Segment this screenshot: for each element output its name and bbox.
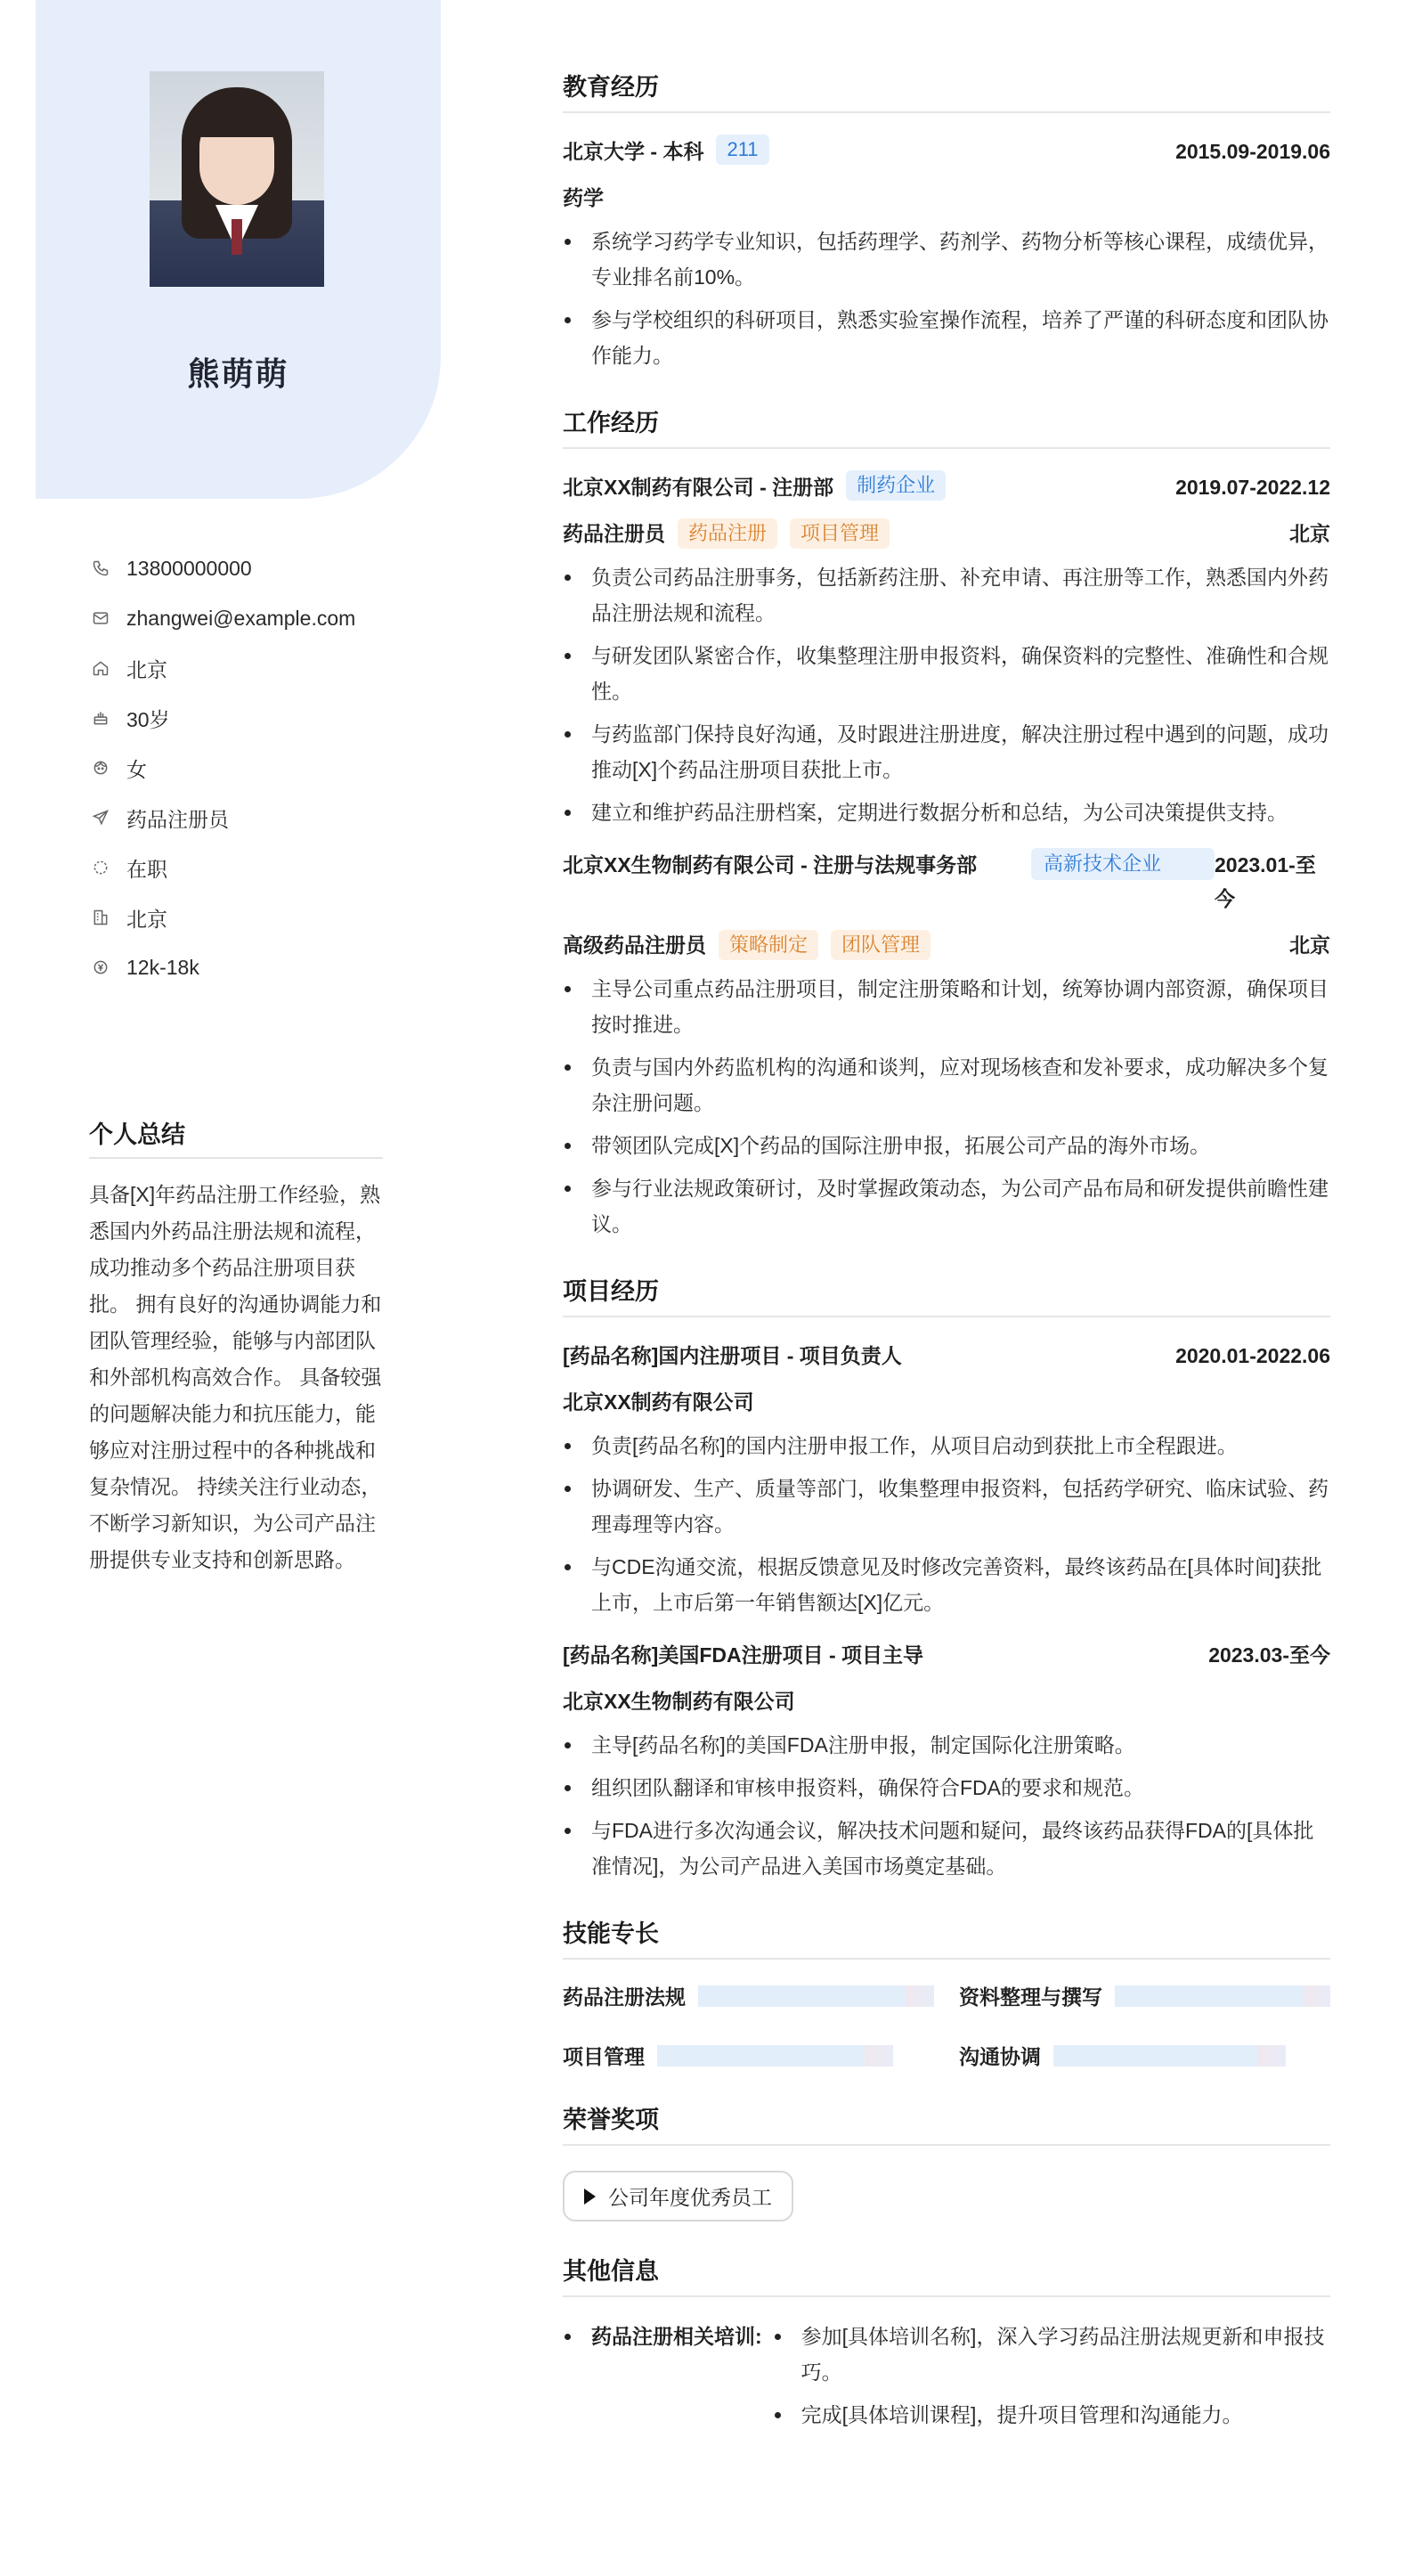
summary-section [89, 1115, 383, 1578]
list-item: 协调研发、生产、质量等部门，收集整理申报资料，包括药学研究、临床试验、药理毒理等内容。 [563, 1471, 1330, 1542]
award-name: 公司年度优秀员工 [608, 2186, 772, 2209]
section-title: 其他信息 [563, 2252, 1330, 2297]
entry-subheader [563, 1385, 1330, 1419]
education-entry [563, 135, 1330, 373]
entry-subheader [563, 181, 1330, 215]
school-tag: 211 [716, 135, 768, 165]
list-item: 与CDE沟通交流，根据反馈意见及时修改完善资料，最终该药品在[具体时间]获批上市，上市后第一年销售额达[X]亿元。 [563, 1549, 1330, 1620]
entry-header [563, 1339, 1330, 1373]
list-item: 负责与国内外药监机构的沟通和谈判，应对现场核查和发补要求，成功解决多个复杂注册问题。 [563, 1049, 1330, 1121]
project-name: [药品名称]国内注册项目 - 项目负责人 [563, 1344, 902, 1367]
industry-tag: 制药企业 [846, 470, 946, 501]
projects-section [563, 1272, 1330, 1884]
contact-age [89, 693, 410, 743]
skill-name: 药品注册法规 [563, 1985, 686, 2009]
work-section [563, 404, 1330, 1242]
contact-phone [89, 543, 410, 593]
list-item: 与研发团队紧密合作，收集整理注册申报资料，确保资料的完整性、准确性和合规性。 [563, 638, 1330, 709]
entry-date: 2023.01-至今 [1215, 853, 1316, 910]
contact-list [89, 543, 410, 992]
skill-item [563, 2041, 934, 2070]
section-title: 工作经历 [563, 404, 1330, 449]
list-item: 主导公司重点药品注册项目，制定注册策略和计划，统筹协调内部资源，确保项目按时推进。 [563, 971, 1330, 1042]
entry-header [563, 1638, 1330, 1672]
contact-text: 12k-18k [126, 955, 199, 979]
major: 药学 [563, 186, 604, 209]
list-item: 主导[药品名称]的美国FDA注册申报，制定国际化注册策略。 [563, 1727, 1330, 1763]
skill-name: 资料整理与撰写 [959, 1985, 1102, 2009]
send-icon [89, 806, 112, 829]
list-item: 参与行业法规政策研讨，及时掌握政策动态，为公司产品布局和研发提供前瞻性建议。 [563, 1170, 1330, 1242]
skills-grid [563, 1981, 1330, 2070]
contact-text: 女 [126, 757, 147, 781]
skill-item [959, 1981, 1330, 2010]
play-icon [584, 2189, 596, 2205]
work-entry [563, 470, 1330, 830]
job-role: 药品注册员 [563, 522, 665, 545]
project-entry [563, 1339, 1330, 1620]
contact-text: 药品注册员 [126, 807, 229, 831]
entry-header [563, 848, 1330, 916]
section-title: 荣誉奖项 [563, 2100, 1330, 2146]
list-item: 建立和维护药品注册档案，定期进行数据分析和总结，为公司决策提供支持。 [563, 795, 1330, 830]
skills-section [563, 1914, 1330, 2070]
sidebar [0, 0, 463, 2576]
section-title: 技能专长 [563, 1914, 1330, 1960]
entry-date: 2019.07-2022.12 [1175, 476, 1330, 499]
skill-item [563, 1981, 934, 2010]
list-item: 与药监部门保持良好沟通，及时跟进注册进度，解决注册过程中遇到的问题，成功推动[X]个药品注册项目获批上市。 [563, 716, 1330, 787]
section-title: 教育经历 [563, 68, 1330, 113]
industry-tag: 高新技术企业 [1031, 848, 1215, 880]
list-item: 与FDA进行多次沟通会议，解决技术问题和疑问，最终该药品获得FDA的[具体批准情况]，为公司产品进入美国市场奠定基础。 [563, 1813, 1330, 1884]
phone-icon [89, 557, 112, 580]
work-entry [563, 848, 1330, 1242]
summary-text: 具备[X]年药品注册工作经验，熟悉国内外药品注册法规和流程，成功推动多个药品注册项目获批。 拥有良好的沟通协调能力和团队管理经验，能够与内部团队和外部机构高效合作。 具备较强的问题解决能力和抗压能力，能够应对注册过程中的各种挑战和复杂情况。 持续关注行业动态，不断学习新知识，为公司产品注册提供专业支持和创新思路。 [89, 1183, 382, 1571]
school-name: 北京大学 - 本科 [563, 140, 704, 163]
job-role: 高级药品注册员 [563, 933, 706, 957]
contact-gender [89, 743, 410, 793]
cake-icon [89, 706, 112, 730]
other-info [563, 2319, 1330, 2440]
contact-status [89, 843, 410, 893]
entry-subheader [563, 1684, 1330, 1718]
project-org: 北京XX生物制药有限公司 [563, 1690, 795, 1713]
list-item: 负责[药品名称]的国内注册申报工作，从项目启动到获批上市全程跟进。 [563, 1428, 1330, 1463]
summary-title: 个人总结 [89, 1115, 383, 1159]
bullet-list [563, 559, 1330, 830]
salary-icon [89, 956, 112, 979]
contact-text: zhangwei@example.com [126, 606, 356, 630]
status-icon [89, 856, 112, 879]
award-item[interactable] [563, 2171, 793, 2221]
company-name: 北京XX制药有限公司 - 注册部 [563, 476, 834, 499]
skill-tag: 团队管理 [831, 930, 930, 960]
avatar [150, 71, 324, 287]
project-entry [563, 1638, 1330, 1884]
list-item: 负责公司药品注册事务，包括新药注册、补充申请、再注册等工作，熟悉国内外药品注册法规和流程。 [563, 559, 1330, 631]
contact-position [89, 793, 410, 843]
company-name: 北京XX生物制药有限公司 - 注册与法规事务部 [563, 853, 978, 876]
contact-text: 在职 [126, 857, 167, 881]
skill-bar [657, 2045, 893, 2067]
home-icon [89, 656, 112, 680]
main-content [563, 68, 1330, 2470]
skill-name: 项目管理 [563, 2045, 645, 2068]
skill-bar [1115, 1985, 1330, 2007]
skill-bar [1053, 2045, 1286, 2067]
contact-home [89, 643, 410, 693]
bullet-list [563, 1428, 1330, 1620]
bullet-list [563, 224, 1330, 373]
contact-text: 北京 [126, 657, 167, 681]
entry-header [563, 470, 1330, 504]
contact-city [89, 893, 410, 942]
gender-icon [89, 756, 112, 779]
awards-section [563, 2100, 1330, 2221]
entry-date: 2015.09-2019.06 [1175, 140, 1330, 163]
skill-tag: 策略制定 [719, 930, 818, 960]
list-item: 带领团队完成[X]个药品的国际注册申报，拓展公司产品的海外市场。 [563, 1128, 1330, 1163]
list-item: 组织团队翻译和审核申报资料，确保符合FDA的要求和规范。 [563, 1770, 1330, 1806]
entry-header [563, 135, 1330, 168]
list-item: 完成[具体培训课程]，提升项目管理和沟通能力。 [773, 2397, 1330, 2433]
job-city: 北京 [1289, 933, 1330, 957]
list-item: 参与学校组织的科研项目，熟悉实验室操作流程，培养了严谨的科研态度和团队协作能力。 [563, 302, 1330, 373]
education-section [563, 68, 1330, 373]
profile-name: 熊萌萌 [187, 355, 289, 392]
other-label: 药品注册相关培训: [563, 2319, 762, 2440]
entry-subheader [563, 517, 1330, 550]
contact-text: 北京 [126, 907, 167, 931]
contact-text: 13800000000 [126, 556, 252, 580]
entry-date: 2023.03-至今 [1208, 1643, 1330, 1667]
skill-bar [698, 1985, 934, 2007]
other-section [563, 2252, 1330, 2440]
building-icon [89, 906, 112, 929]
contact-salary [89, 942, 410, 992]
section-title: 项目经历 [563, 1272, 1330, 1317]
job-city: 北京 [1289, 522, 1330, 545]
skill-name: 沟通协调 [959, 2045, 1041, 2068]
contact-text: 30岁 [126, 707, 170, 731]
skill-tag: 项目管理 [790, 518, 890, 549]
entry-subheader [563, 928, 1330, 962]
project-name: [药品名称]美国FDA注册项目 - 项目主导 [563, 1643, 924, 1667]
mail-icon [89, 607, 112, 630]
list-item: 系统学习药学专业知识，包括药理学、药剂学、药物分析等核心课程，成绩优异，专业排名前10%。 [563, 224, 1330, 295]
list-item: 参加[具体培训名称]，深入学习药品注册法规更新和申报技巧。 [773, 2319, 1330, 2390]
bullet-list [563, 971, 1330, 1242]
contact-email [89, 593, 410, 643]
entry-date: 2020.01-2022.06 [1175, 1344, 1330, 1367]
skill-item [959, 2041, 1330, 2070]
project-org: 北京XX制药有限公司 [563, 1390, 754, 1414]
bullet-list [563, 1727, 1330, 1884]
bullet-list [773, 2319, 1330, 2440]
skill-tag: 药品注册 [678, 518, 777, 549]
